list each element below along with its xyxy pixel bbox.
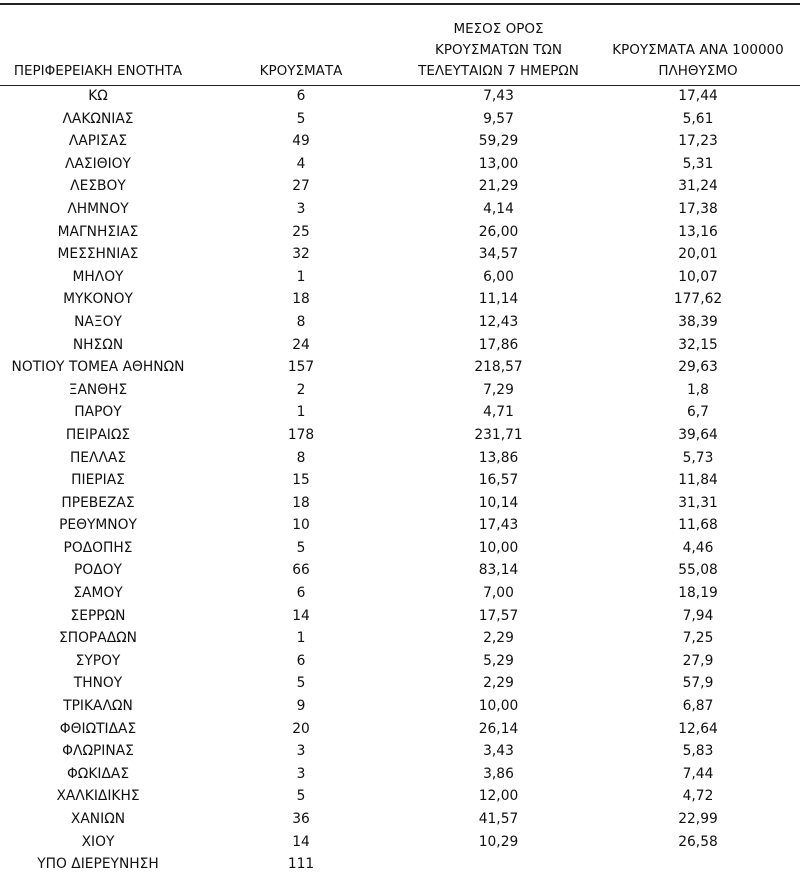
- avg7-cell: 12,43: [478, 313, 519, 330]
- per100k-cell: 17,38: [678, 200, 718, 217]
- table-row: [0, 831, 800, 854]
- region-cell: ΛΑΚΩΝΙΑΣ: [62, 110, 134, 127]
- per100k-cell: 11,68: [678, 517, 718, 534]
- table-row: [0, 221, 800, 244]
- region-cell: ΛΑΡΙΣΑΣ: [68, 133, 128, 150]
- avg7-cell: 11,14: [478, 291, 519, 308]
- cases-cell: 3: [296, 200, 306, 217]
- avg7-cell: [401, 853, 596, 876]
- table-row: [0, 853, 800, 876]
- avg7-cell: 13,86: [478, 449, 519, 466]
- table-row: [0, 650, 800, 673]
- region-cell: ΥΠΟ ΔΙΕΡΕΥΝΗΣΗ: [37, 856, 159, 873]
- cases-cell: 1: [296, 268, 306, 285]
- table-row: [0, 740, 800, 763]
- cases-cell: 2: [296, 381, 306, 398]
- table-row: [0, 672, 800, 695]
- table-row: [0, 424, 800, 447]
- avg7-cell: 41,57: [478, 811, 519, 827]
- header-rate-line: ΚΡΟΥΣΜΑΤΑ ΑΝΑ 100000: [612, 42, 784, 58]
- top-border: [0, 3, 800, 5]
- region-cell: ΣΕΡΡΩΝ: [70, 607, 126, 624]
- avg7-cell: 4,14: [483, 200, 514, 217]
- per100k-cell: 57,9: [682, 675, 714, 692]
- region-cell: ΝΗΣΩΝ: [72, 336, 124, 353]
- region-cell: ΝΟΤΙΟΥ ΤΟΜΕΑ ΑΘΗΝΩΝ: [11, 359, 185, 376]
- table-row: [0, 288, 800, 311]
- avg7-cell: 4,71: [483, 404, 514, 421]
- avg7-cell: 10,14: [478, 494, 519, 511]
- per100k-cell: 6,7: [687, 404, 709, 421]
- per100k-cell: 11,84: [678, 472, 718, 489]
- table-row: [0, 492, 800, 515]
- avg7-cell: 12,00: [478, 788, 519, 805]
- region-cell: ΠΙΕΡΙΑΣ: [71, 472, 125, 489]
- avg7-cell: 5,29: [483, 652, 514, 669]
- cases-cell: 6: [296, 652, 306, 669]
- table-row: [0, 808, 800, 831]
- cases-cell: 8: [296, 449, 306, 466]
- avg7-cell: 2,29: [483, 675, 514, 692]
- table-row: [0, 153, 800, 176]
- table-row: [0, 785, 800, 808]
- table-row: [0, 627, 800, 650]
- region-cell: ΞΑΝΘΗΣ: [68, 381, 128, 398]
- per100k-cell: 31,24: [678, 178, 718, 195]
- per100k-cell: 18,19: [678, 585, 718, 602]
- avg7-cell: 3,86: [483, 765, 514, 782]
- region-cell: ΛΑΣΙΘΙΟΥ: [65, 155, 131, 172]
- avg7-cell: 17,57: [478, 607, 519, 624]
- avg7-cell: 7,43: [483, 88, 514, 104]
- table-row: [0, 130, 800, 153]
- avg7-cell: 6,00: [483, 268, 514, 285]
- cases-cell: 18: [292, 494, 310, 511]
- region-cell: ΧΑΛΚΙΔΙΚΗΣ: [56, 788, 140, 805]
- region-cell: ΜΥΚΟΝΟΥ: [63, 291, 133, 308]
- region-cell: ΧΙΟΥ: [81, 833, 115, 850]
- cases-cell: 1: [296, 404, 306, 421]
- per100k-cell: 39,64: [678, 426, 718, 443]
- table-row: [0, 559, 800, 582]
- table-body: [0, 85, 800, 876]
- table-row: [0, 447, 800, 470]
- region-cell: ΤΗΝΟΥ: [73, 675, 123, 692]
- per100k-cell: 13,16: [678, 223, 718, 240]
- region-cell: ΠΕΛΛΑΣ: [69, 449, 127, 466]
- per100k-cell: 5,31: [682, 155, 714, 172]
- cases-cell: 6: [296, 585, 306, 602]
- region-cell: ΧΑΝΙΩΝ: [70, 811, 126, 827]
- cases-cell: 15: [292, 472, 310, 489]
- region-cell: ΡΕΘΥΜΝΟΥ: [59, 517, 137, 534]
- region-cell: ΠΕΙΡΑΙΩΣ: [65, 426, 131, 443]
- per100k-cell: 5,83: [682, 743, 714, 760]
- cases-cell: 5: [296, 675, 306, 692]
- avg7-cell: 59,29: [478, 133, 519, 150]
- per100k-cell: 6,87: [682, 698, 714, 715]
- cases-cell: 5: [296, 788, 306, 805]
- cases-cell: 4: [296, 155, 306, 172]
- avg7-cell: 26,14: [478, 720, 519, 737]
- region-cell: ΣΥΡΟΥ: [75, 652, 121, 669]
- per100k-cell: 31,31: [678, 494, 718, 511]
- region-cell: ΜΕΣΣΗΝΙΑΣ: [57, 246, 139, 263]
- region-cell: ΦΘΙΩΤΙΔΑΣ: [59, 720, 137, 737]
- cases-cell: 66: [292, 562, 310, 579]
- region-cell: ΛΗΜΝΟΥ: [67, 200, 129, 217]
- cases-cell: 36: [292, 811, 310, 827]
- per100k-cell: 20,01: [678, 246, 718, 263]
- avg7-cell: 218,57: [474, 359, 523, 376]
- table-row: [0, 537, 800, 560]
- header-rate: [596, 40, 800, 82]
- cases-cell: 111: [287, 856, 315, 873]
- header-avg-line: ΜΕΣΟΣ ΟΡΟΣ: [453, 21, 544, 37]
- region-cell: ΡΟΔΟΠΗΣ: [63, 539, 133, 556]
- table-row: [0, 695, 800, 718]
- table-row: [0, 718, 800, 741]
- avg7-cell: 10,00: [478, 698, 519, 715]
- table-row: [0, 582, 800, 605]
- header-avg-line: ΤΕΛΕΥΤΑΙΩΝ 7 ΗΜΕΡΩΝ: [418, 63, 579, 79]
- header-rate-line: ΠΛΗΘΥΣΜΟ: [658, 63, 738, 79]
- avg7-cell: 17,86: [478, 336, 519, 353]
- header-cases-label: ΚΡΟΥΣΜΑΤΑ: [259, 63, 343, 79]
- cases-cell: 6: [296, 88, 306, 104]
- per100k-cell: 5,73: [682, 449, 714, 466]
- per100k-cell: 22,99: [678, 811, 718, 827]
- table-row: [0, 198, 800, 221]
- table-row: [0, 379, 800, 402]
- per100k-cell: 5,61: [682, 110, 714, 127]
- table-row: [0, 311, 800, 334]
- avg7-cell: 7,00: [483, 585, 514, 602]
- avg7-cell: 9,57: [483, 110, 514, 127]
- table-row: [0, 401, 800, 424]
- avg7-cell: 2,29: [483, 630, 514, 647]
- region-cell: ΜΑΓΝΗΣΙΑΣ: [57, 223, 139, 240]
- avg7-cell: 34,57: [478, 246, 519, 263]
- region-cell: ΜΗΛΟΥ: [72, 268, 124, 285]
- cases-cell: 5: [296, 110, 306, 127]
- table-row: [0, 469, 800, 492]
- table-row: [0, 108, 800, 131]
- per100k-cell: 4,46: [682, 539, 714, 556]
- cases-cell: 157: [287, 359, 315, 376]
- avg7-cell: 10,29: [478, 833, 519, 850]
- per100k-cell: 12,64: [678, 720, 718, 737]
- per100k-cell: 26,58: [678, 833, 718, 850]
- per100k-cell: 17,23: [678, 133, 718, 150]
- per100k-cell: [596, 853, 800, 876]
- per100k-cell: 32,15: [678, 336, 718, 353]
- region-cell: ΛΕΣΒΟΥ: [70, 178, 126, 195]
- cases-cell: 1: [296, 630, 306, 647]
- avg7-cell: 13,00: [478, 155, 519, 172]
- cases-cell: 14: [292, 833, 310, 850]
- table-row: [0, 763, 800, 786]
- cases-cell: 5: [296, 539, 306, 556]
- region-cell: ΤΡΙΚΑΛΩΝ: [63, 698, 133, 715]
- cases-cell: 9: [296, 698, 306, 715]
- avg7-cell: 231,71: [474, 426, 523, 443]
- avg7-cell: 3,43: [483, 743, 514, 760]
- header-avg: [401, 19, 596, 82]
- per100k-cell: 4,72: [682, 788, 714, 805]
- cases-cell: 10: [292, 517, 310, 534]
- avg7-cell: 10,00: [478, 539, 519, 556]
- region-cell: ΠΑΡΟΥ: [74, 404, 122, 421]
- cases-cell: 3: [296, 743, 306, 760]
- cases-cell: 27: [292, 178, 310, 195]
- region-cell: ΦΩΚΙΔΑΣ: [66, 765, 130, 782]
- per100k-cell: 29,63: [678, 359, 718, 376]
- table-row: [0, 605, 800, 628]
- header-cases: [201, 61, 401, 82]
- cases-cell: 3: [296, 765, 306, 782]
- table-row: [0, 243, 800, 266]
- per100k-cell: 177,62: [673, 291, 723, 308]
- cases-cell: 49: [292, 133, 310, 150]
- cases-cell: 8: [296, 313, 306, 330]
- table-row: [0, 85, 800, 108]
- per100k-cell: 55,08: [678, 562, 718, 579]
- region-cell: ΣΠΟΡΑΔΩΝ: [58, 630, 137, 647]
- cases-cell: 178: [287, 426, 315, 443]
- per100k-cell: 17,44: [678, 88, 718, 104]
- region-cell: ΦΛΩΡΙΝΑΣ: [62, 743, 134, 760]
- per100k-cell: 7,44: [682, 765, 714, 782]
- region-cell: ΚΩ: [88, 88, 108, 104]
- per100k-cell: 7,25: [682, 630, 714, 647]
- avg7-cell: 83,14: [478, 562, 519, 579]
- table-row: [0, 266, 800, 289]
- per100k-cell: 7,94: [682, 607, 714, 624]
- avg7-cell: 21,29: [478, 178, 519, 195]
- cases-cell: 25: [292, 223, 310, 240]
- per100k-cell: 27,9: [682, 652, 714, 669]
- table-row: [0, 334, 800, 357]
- cases-cell: 20: [292, 720, 310, 737]
- avg7-cell: 26,00: [478, 223, 519, 240]
- table-row: [0, 175, 800, 198]
- avg7-cell: 16,57: [478, 472, 519, 489]
- table-row: [0, 356, 800, 379]
- cases-cell: 24: [292, 336, 310, 353]
- per100k-cell: 10,07: [678, 268, 718, 285]
- cases-cell: 14: [292, 607, 310, 624]
- region-cell: ΣΑΜΟΥ: [73, 585, 123, 602]
- region-cell: ΝΑΞΟΥ: [74, 313, 122, 330]
- cases-cell: 32: [292, 246, 310, 263]
- table-row: [0, 514, 800, 537]
- header-region-label: ΠΕΡΙΦΕΡΕΙΑΚΗ ΕΝΟΤΗΤΑ: [13, 63, 183, 79]
- avg7-cell: 7,29: [483, 381, 514, 398]
- per100k-cell: 1,8: [687, 381, 709, 398]
- header-avg-line: ΚΡΟΥΣΜΑΤΩΝ ΤΩΝ: [435, 42, 562, 58]
- cases-cell: 18: [292, 291, 310, 308]
- header-region: [0, 61, 196, 82]
- per100k-cell: 38,39: [678, 313, 718, 330]
- avg7-cell: 17,43: [478, 517, 519, 534]
- region-cell: ΡΟΔΟΥ: [74, 562, 122, 579]
- region-cell: ΠΡΕΒΕΖΑΣ: [61, 494, 135, 511]
